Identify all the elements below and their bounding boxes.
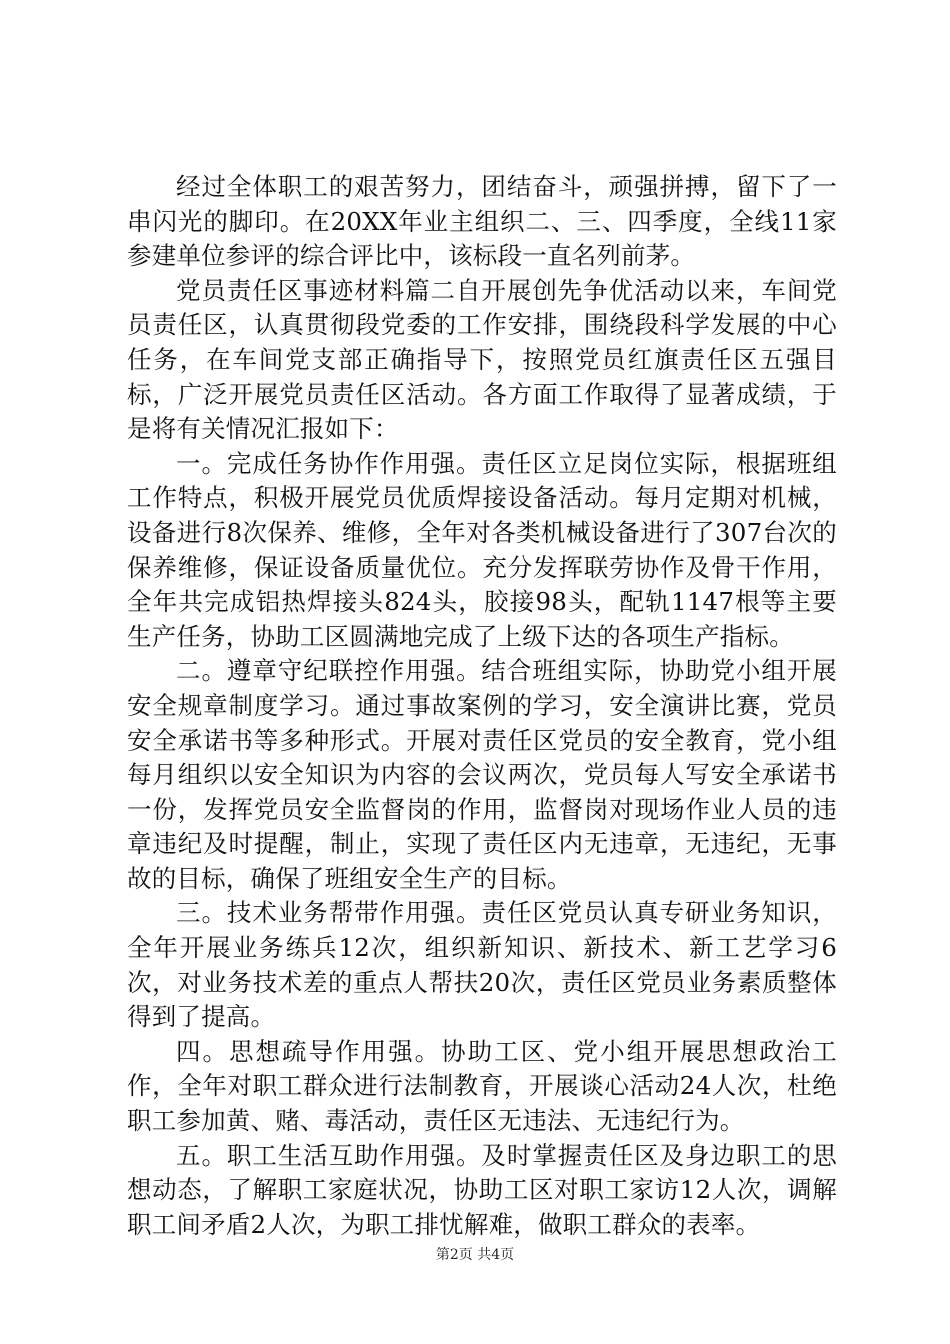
paragraph-item-three: 三。技术业务帮带作用强。责任区党员认真专研业务知识，全年开展业务练兵12次，组织新知识、新技术、新工艺学习6次，对业务技术差的重点人帮扶20次，责任区党员业务素质整体得到了提高。	[127, 898, 837, 1032]
page-number-label: 第2页 共4页	[435, 1247, 515, 1263]
paragraph-item-five: 五。职工生活互助作用强。及时掌握责任区及身边职工的思想动态，了解职工家庭状况，协助工区对职工家访12人次，调解职工间矛盾2人次，为职工排忧解难，做职工群众的表率。	[127, 1140, 837, 1239]
paragraph-closing-summary: 经过全体职工的艰苦努力，团结奋斗，顽强拼搏，留下了一串闪光的脚印。在20XX年业主组织二、三、四季度，全线11家参建单位参评的综合评比中，该标段一直名列前茅。	[127, 172, 837, 271]
paragraph-item-one: 一。完成任务协作作用强。责任区立足岗位实际，根据班组工作特点，积极开展党员优质焊接设备活动。每月定期对机械，设备进行8次保养、维修，全年对各类机械设备进行了307台次的保养维修，保证设备质量优位。充分发挥联劳协作及骨干作用，全年共完成铝热焊接头824头，胶接98头，配轨1147根等主要生产任务，协助工区圆满地完成了上级下达的各项生产指标。	[127, 448, 837, 651]
document-body	[127, 170, 837, 1242]
paragraph-item-two: 二。遵章守纪联控作用强。结合班组实际，协助党小组开展安全规章制度学习。通过事故案例的学习，安全演讲比赛，党员安全承诺书等多种形式。开展对责任区党员的安全教育，党小组每月组织以安全知识为内容的会议两次，党员每人写安全承诺书一份，发挥党员安全监督岗的作用，监督岗对现场作业人员的违章违纪及时提醒，制止，实现了责任区内无违章，无违纪，无事故的目标，确保了班组安全生产的目标。	[127, 656, 837, 893]
paragraph-article-two-intro: 党员责任区事迹材料篇二自开展创先争优活动以来，车间党员责任区，认真贯彻段党委的工作安排，围绕段科学发展的中心任务，在车间党支部正确指导下，按照党员红旗责任区五强目标，广泛开展党员责任区活动。各方面工作取得了显著成绩，于是将有关情况汇报如下：	[127, 275, 837, 444]
paragraph-item-four: 四。思想疏导作用强。协助工区、党小组开展思想政治工作，全年对职工群众进行法制教育，开展谈心活动24人次，杜绝职工参加黄、赌、毒活动，责任区无违法、无违纪行为。	[127, 1036, 837, 1136]
page-footer	[0, 1245, 950, 1265]
